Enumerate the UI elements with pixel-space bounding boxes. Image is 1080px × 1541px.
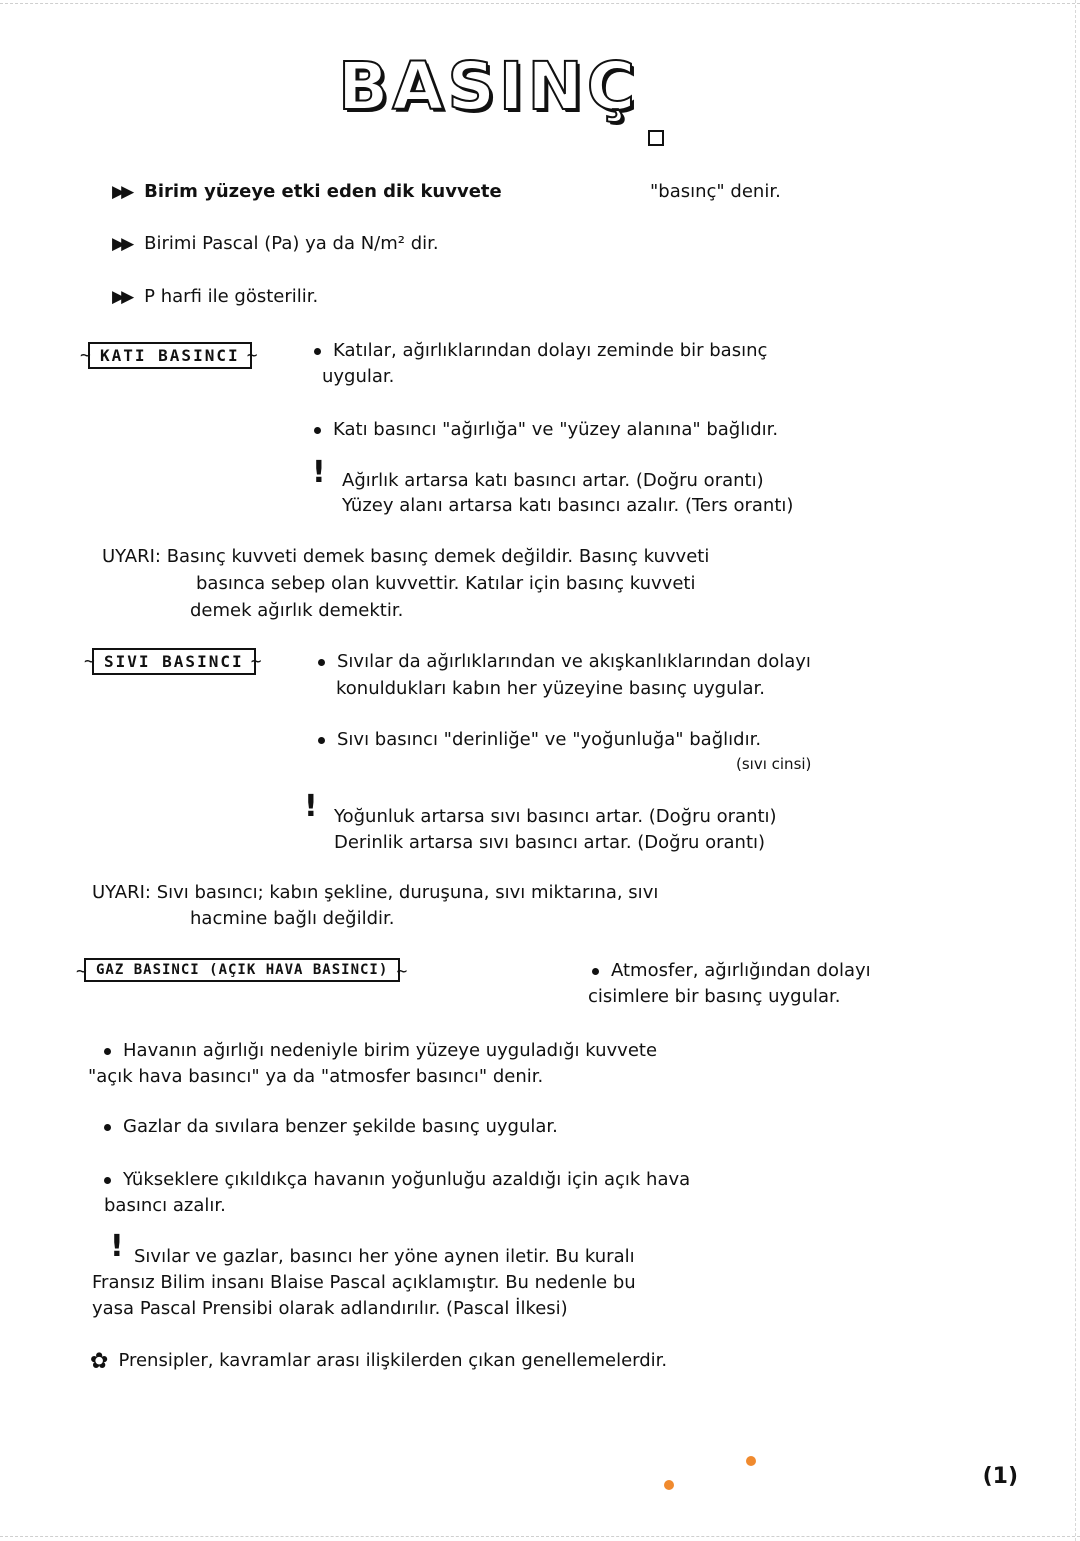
orange-dot-2 bbox=[746, 1456, 756, 1466]
uyari-1-line-3: demek ağırlık demektir. bbox=[190, 600, 404, 621]
orange-dot-1 bbox=[664, 1480, 674, 1490]
uyari-1-line-2: basınca sebep olan kuvvettir. Katılar için basınç kuvveti bbox=[196, 573, 696, 594]
triple-arrow-icon: ▶▶ bbox=[112, 287, 131, 307]
flower-doodle-icon: ✿ bbox=[90, 1349, 109, 1374]
kati-note-1: Ağırlık artarsa katı basıncı artar. (Doğru orantı) bbox=[342, 470, 764, 491]
triple-arrow-icon: ▶▶ bbox=[112, 234, 131, 254]
page-title: BASINÇ bbox=[338, 48, 640, 125]
section-label-kati: ~ KATI BASINCI ~ bbox=[88, 342, 252, 369]
gaz-bullet-1-text: Atmosfer, ağırlığından dolayı bbox=[611, 960, 871, 981]
bullet-dot bbox=[104, 1048, 111, 1055]
bullet-dot bbox=[104, 1177, 111, 1184]
sivi-bullet-1-cont: konuldukları kabın her yüzeyine basınç uygular. bbox=[336, 678, 766, 699]
kati-note-2: Yüzey alanı artarsa katı basıncı azalır. (Ters orantı) bbox=[342, 495, 794, 516]
sivi-bullet-2 bbox=[318, 727, 761, 752]
exclamation-icon: ! bbox=[110, 1229, 124, 1264]
triple-arrow-icon: ▶▶ bbox=[112, 182, 131, 202]
prensip-line bbox=[90, 1348, 667, 1374]
prensip-text: Prensipler, kavramlar arası ilişkilerden çıkan genellemelerdir. bbox=[118, 1350, 668, 1371]
section-label-gaz: ~ GAZ BASINCI (AÇIK HAVA BASINCI) ~ bbox=[84, 958, 400, 982]
gaz-para-1-cont: "açık hava basıncı" ya da "atmosfer basıncı" denir. bbox=[88, 1066, 544, 1087]
bullet-dot bbox=[318, 737, 325, 744]
page-edge-right bbox=[1075, 0, 1076, 1541]
bullet-dot bbox=[318, 659, 325, 666]
uyari-1-line-1: UYARI: Basınç kuvveti demek basınç demek değildir. Basınç kuvveti bbox=[102, 546, 710, 567]
bullet-dot bbox=[592, 968, 599, 975]
intro-line-1 bbox=[112, 179, 502, 205]
gaz-para-2-text: Gazlar da sıvılara benzer şekilde basınç uygular. bbox=[123, 1116, 558, 1137]
sivi-bullet-1 bbox=[318, 649, 811, 674]
gaz-para-2 bbox=[104, 1114, 558, 1139]
bullet-dot bbox=[314, 427, 321, 434]
page-edge-top bbox=[0, 3, 1080, 4]
pascal-line-1: Sıvılar ve gazlar, basıncı her yöne aynen iletir. Bu kuralı bbox=[134, 1246, 635, 1267]
intro-text-1b: "basınç" denir. bbox=[650, 181, 781, 202]
section-label-sivi: ~ SIVI BASINCI ~ bbox=[92, 648, 256, 675]
exclamation-icon: ! bbox=[304, 789, 318, 824]
intro-text-2: Birimi Pascal (Pa) ya da N/m² dir. bbox=[144, 233, 439, 254]
gaz-para-1 bbox=[104, 1038, 657, 1063]
kati-bullet-1-cont: uygular. bbox=[322, 366, 395, 387]
gaz-bullet-1 bbox=[592, 958, 871, 983]
kati-bullet-2-text: Katı basıncı "ağırlığa" ve "yüzey alanına" bağlıdır. bbox=[333, 419, 779, 440]
intro-line-3 bbox=[112, 284, 318, 310]
sivi-note-2: Derinlik artarsa sıvı basıncı artar. (Doğru orantı) bbox=[334, 832, 766, 853]
intro-text-3: P harfi ile gösterilir. bbox=[144, 286, 319, 307]
sivi-bullet-2-note: (sıvı cinsi) bbox=[736, 755, 812, 773]
kati-bullet-1 bbox=[314, 338, 767, 363]
sivi-bullet-1-text: Sıvılar da ağırlıklarından ve akışkanlıklarından dolayı bbox=[337, 651, 811, 672]
sivi-note-1: Yoğunluk artarsa sıvı basıncı artar. (Doğru orantı) bbox=[334, 806, 777, 827]
gaz-para-3 bbox=[104, 1167, 690, 1192]
bullet-dot bbox=[314, 348, 321, 355]
exclamation-icon: ! bbox=[312, 455, 326, 490]
pascal-line-3: yasa Pascal Prensibi olarak adlandırılır. (Pascal İlkesi) bbox=[92, 1298, 568, 1319]
gaz-para-3-cont: basıncı azalır. bbox=[104, 1195, 226, 1216]
uyari-2-line-1: UYARI: Sıvı basıncı; kabın şekline, duruşuna, sıvı miktarına, sıvı bbox=[92, 882, 659, 903]
pascal-line-2: Fransız Bilim insanı Blaise Pascal açıklamıştır. Bu nedenle bu bbox=[92, 1272, 636, 1293]
sivi-bullet-2-text: Sıvı basıncı "derinliğe" ve "yoğunluğa" bağlıdır. bbox=[337, 729, 762, 750]
intro-text-1a: Birim yüzeye etki eden dik kuvvete bbox=[144, 181, 502, 202]
kati-bullet-1-text: Katılar, ağırlıklarından dolayı zeminde bir basınç bbox=[333, 340, 768, 361]
page-number: (1) bbox=[982, 1464, 1018, 1489]
cube-doodle-icon bbox=[648, 130, 664, 146]
gaz-para-1-text: Havanın ağırlığı nedeniyle birim yüzeye uyguladığı kuvvete bbox=[123, 1040, 658, 1061]
kati-bullet-2 bbox=[314, 417, 778, 442]
bullet-dot bbox=[104, 1124, 111, 1131]
intro-line-2 bbox=[112, 231, 439, 257]
page-edge-bottom bbox=[0, 1536, 1080, 1537]
uyari-2-line-2: hacmine bağlı değildir. bbox=[190, 908, 395, 929]
gaz-bullet-1-cont: cisimlere bir basınç uygular. bbox=[588, 986, 841, 1007]
gaz-para-3-text: Yükseklere çıkıldıkça havanın yoğunluğu azaldığı için açık hava bbox=[123, 1169, 691, 1190]
